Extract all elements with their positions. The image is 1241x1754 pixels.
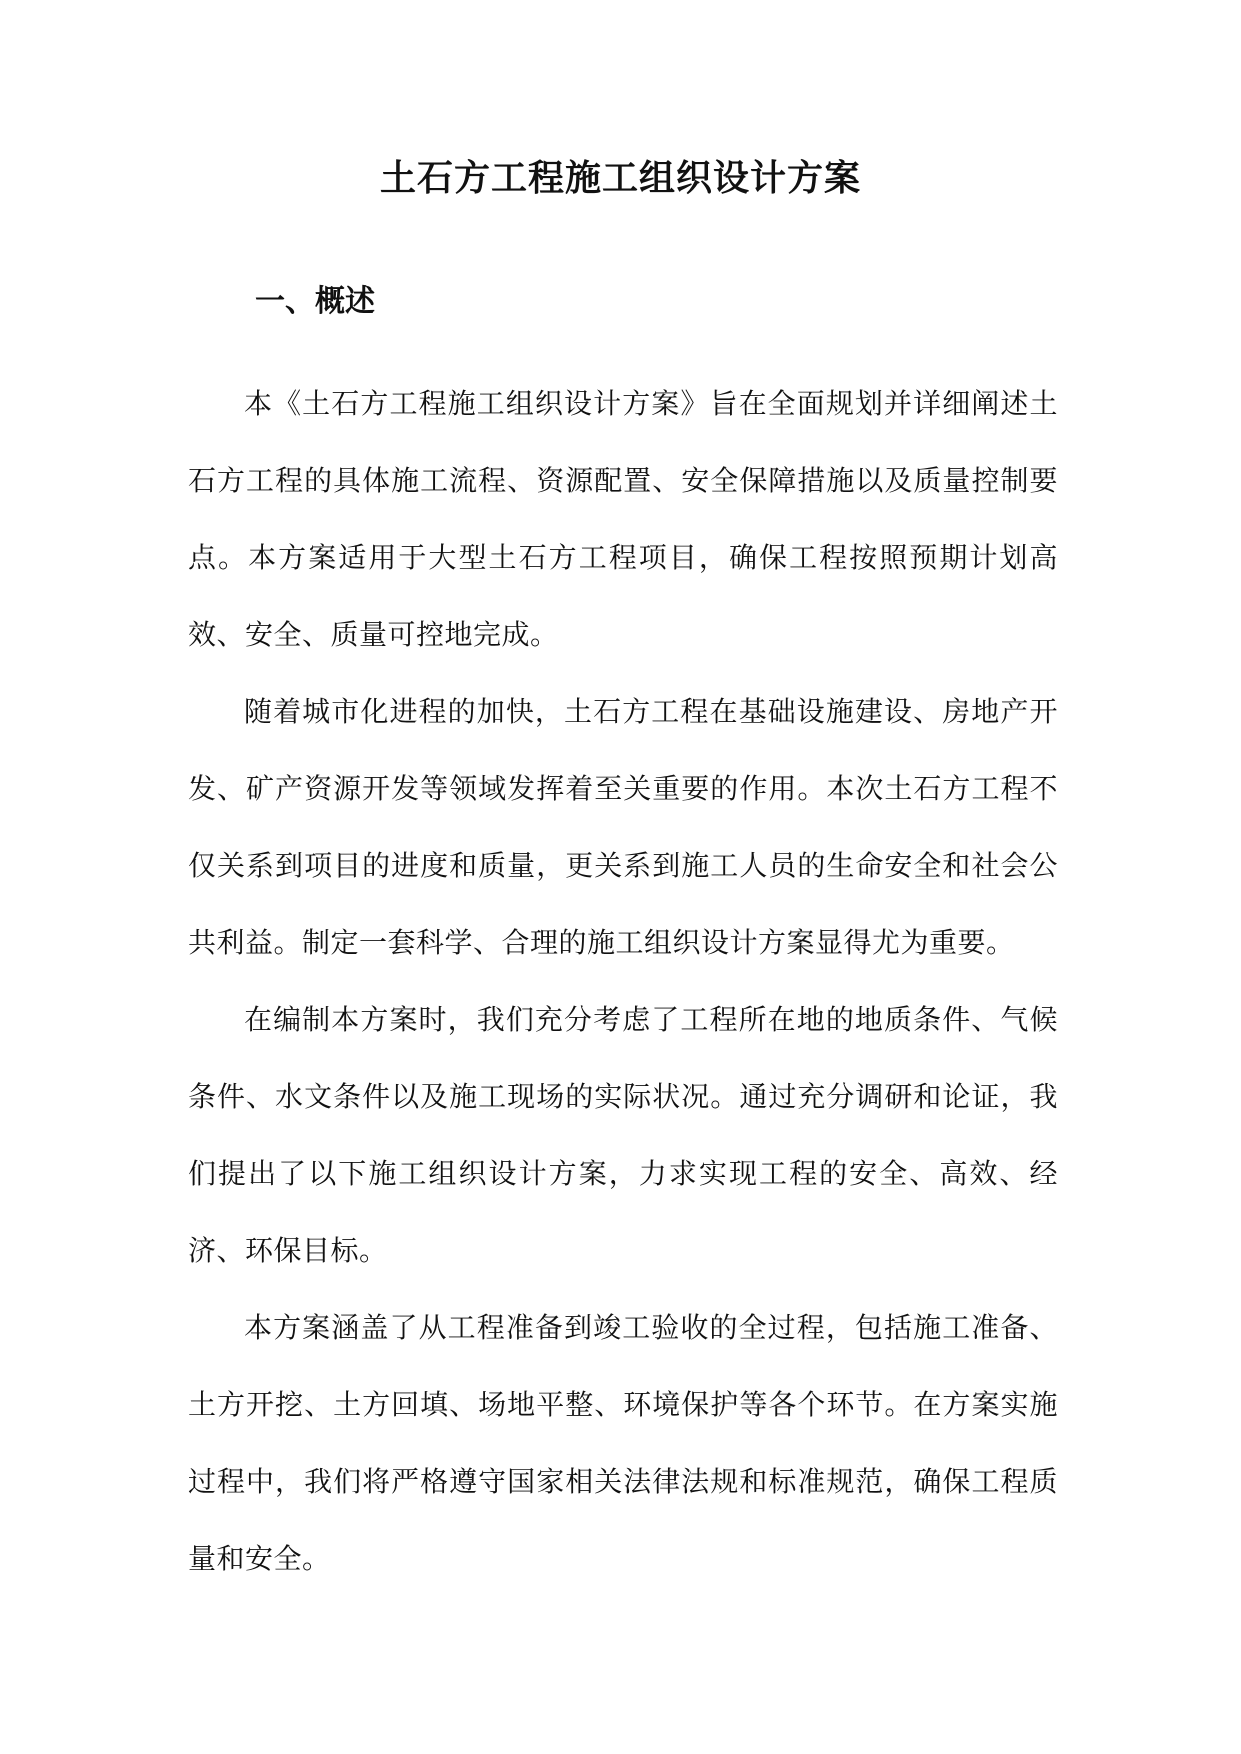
document-title: 土石方工程施工组织设计方案 xyxy=(379,157,861,199)
paragraph: 本方案涵盖了从工程准备到竣工验收的全过程，包括施工准备、土方开挖、土方回填、场地平整、环境保护等各个环节。在方案实施过程中，我们将严格遵守国家相关法律法规和标准规范，确保工程质量和安全。 xyxy=(188,1311,1058,1575)
section-heading-overview: 一、概述 xyxy=(255,284,375,319)
document-body xyxy=(188,365,1058,1597)
paragraph: 本《土石方工程施工组织设计方案》旨在全面规划并详细阐述土石方工程的具体施工流程、资源配置、安全保障措施以及质量控制要点。本方案适用于大型土石方工程项目，确保工程按照预期计划高效、安全、质量可控地完成。 xyxy=(188,387,1058,651)
paragraph: 随着城市化进程的加快，土石方工程在基础设施建设、房地产开发、矿产资源开发等领域发挥着至关重要的作用。本次土石方工程不仅关系到项目的进度和质量，更关系到施工人员的生命安全和社会公共利益。制定一套科学、合理的施工组织设计方案显得尤为重要。 xyxy=(188,695,1058,959)
paragraph: 在编制本方案时，我们充分考虑了工程所在地的地质条件、气候条件、水文条件以及施工现场的实际状况。通过充分调研和论证，我们提出了以下施工组织设计方案，力求实现工程的安全、高效、经济、环保目标。 xyxy=(188,1003,1058,1267)
